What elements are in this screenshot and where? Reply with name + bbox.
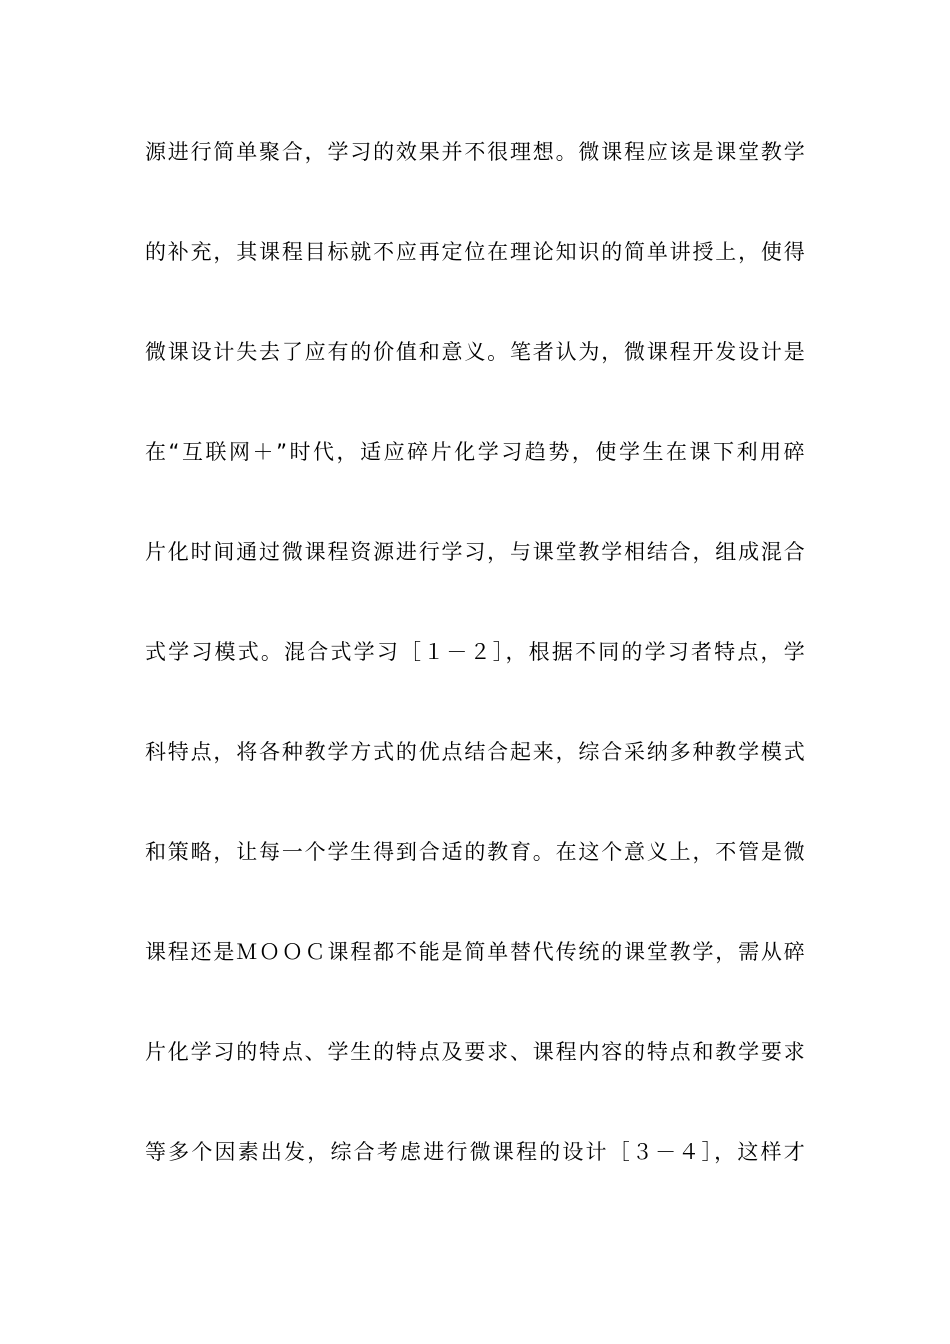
text-line: 科特点，将各种教学方式的优点结合起来，综合采纳多种教学模式 [145, 740, 805, 764]
text-line: 等多个因素出发，综合考虑进行微课程的设计［３－４］，这样才 [145, 1140, 805, 1164]
text-line: 在“互联网＋”时代，适应碎片化学习趋势，使学生在课下利用碎 [145, 440, 805, 464]
text-line: 和策略，让每一个学生得到合适的教育。在这个意义上，不管是微 [145, 840, 805, 864]
text-line: 的补充，其课程目标就不应再定位在理论知识的简单讲授上，使得 [145, 240, 805, 264]
text-line: 片化时间通过微课程资源进行学习，与课堂教学相结合，组成混合 [145, 540, 805, 564]
text-line: 式学习模式。混合式学习［１－２］，根据不同的学习者特点，学 [145, 640, 805, 664]
text-line: 微课设计失去了应有的价值和意义。笔者认为，微课程开发设计是 [145, 340, 805, 364]
text-line: 源进行简单聚合，学习的效果并不很理想。微课程应该是课堂教学 [145, 140, 805, 164]
text-line: 片化学习的特点、学生的特点及要求、课程内容的特点和教学要求 [145, 1040, 805, 1064]
body-paragraph [145, 131, 805, 1231]
text-line: 课程还是ＭＯＯＣ课程都不能是简单替代传统的课堂教学，需从碎 [145, 940, 805, 964]
